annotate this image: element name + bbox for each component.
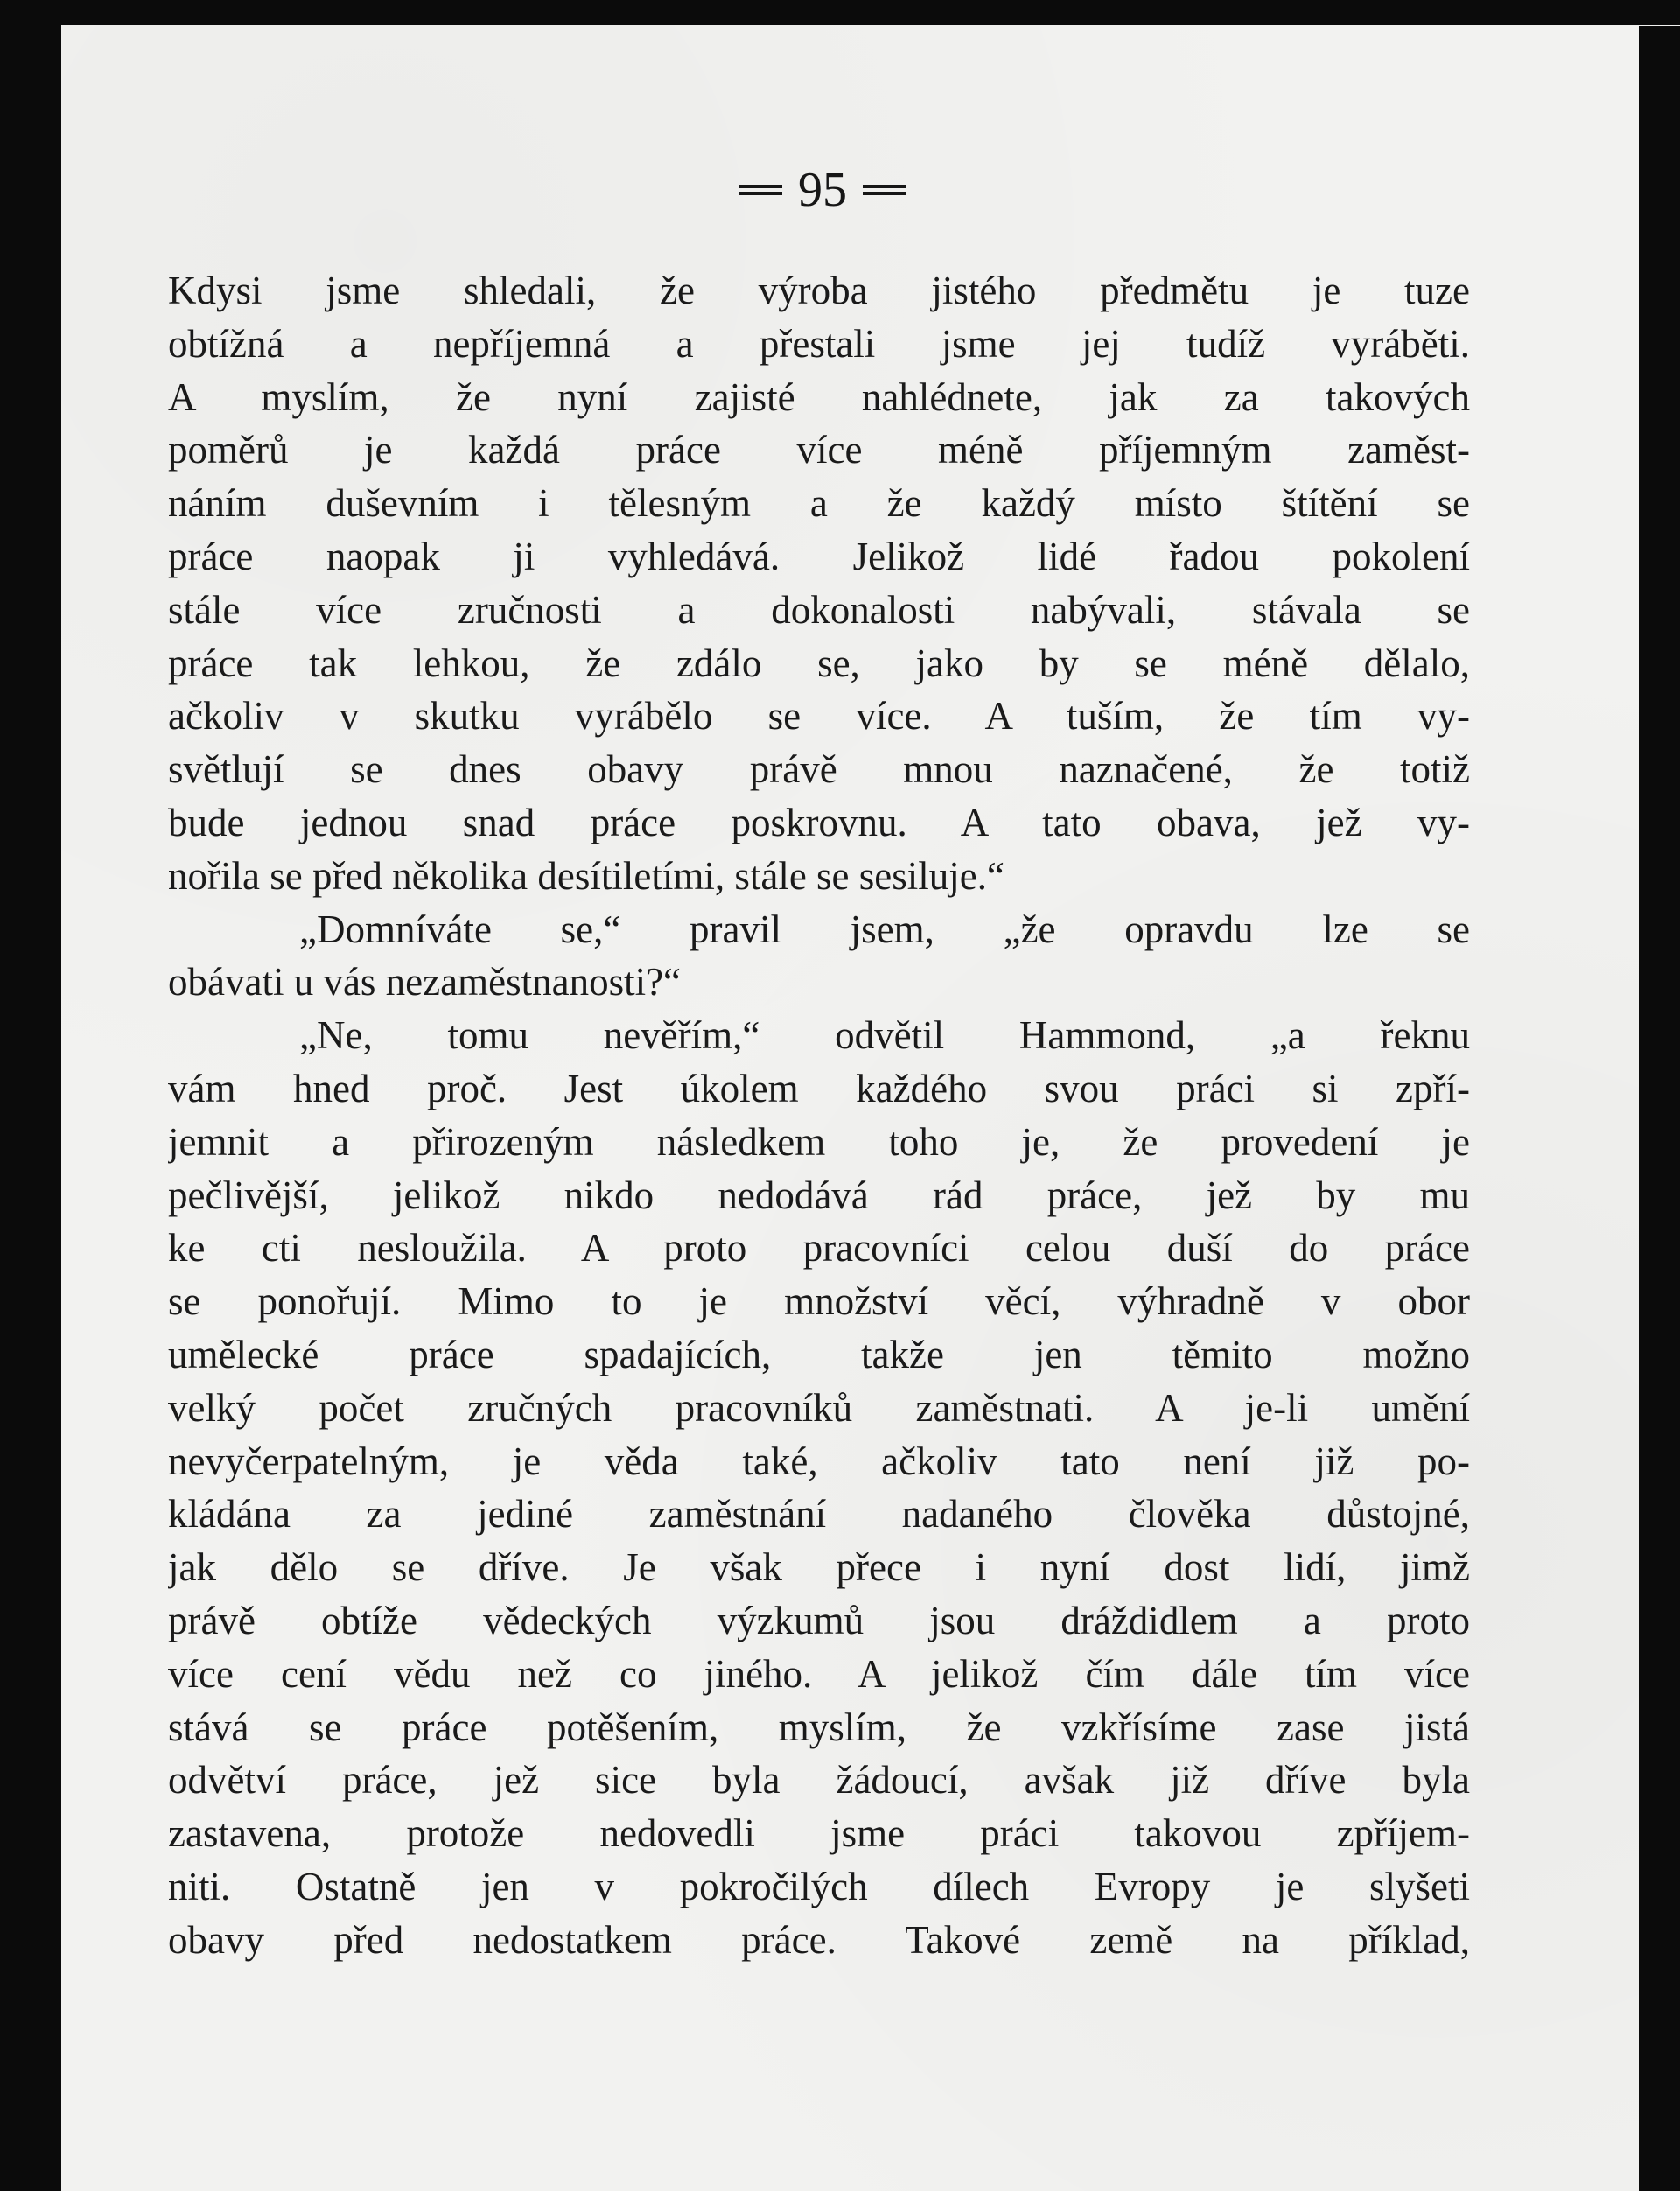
text-line: obavy před nedostatkem práce. Takové země na příklad,: [168, 1917, 1470, 1962]
text-line: umělecké práce spadajících, takže jen těmito možno: [168, 1332, 1470, 1376]
text-line: stává se práce potěšením, myslím, že vzkřísíme zase jistá: [168, 1704, 1470, 1749]
text-line: nořila se před několika desítiletími, stále se sesiluje.“: [168, 853, 1004, 898]
text-line: odvětví práce, jež sice byla žádoucí, avšak již dříve byla: [168, 1758, 1470, 1802]
header-ornament-left: [738, 185, 782, 195]
text-line: práce naopak ji vyhledává. Jelikož lidé řadou pokolení: [168, 534, 1470, 578]
text-line: jemnit a přirozeným následkem toho je, že provedení je: [168, 1119, 1470, 1164]
scan-edge-shadow: [1639, 26, 1680, 2191]
text-line: vám hned proč. Jest úkolem každého svou práci si zpří-: [168, 1066, 1470, 1110]
text-line: „Domníváte se,“ pravil jsem, „že opravdu lze se: [299, 906, 1470, 951]
text-line: jak dělo se dříve. Je však přece i nyní dost lidí, jimž: [168, 1545, 1470, 1590]
text-line: právě obtíže vědeckých výzkumů jsou dráždidlem a proto: [168, 1598, 1470, 1642]
text-line: se ponořují. Mimo to je množství věcí, výhradně v obor: [168, 1279, 1470, 1324]
text-line: Kdysi jsme shledali, že výroba jistého předmětu je tuze: [168, 269, 1470, 312]
text-line: náním duševním i tělesným a že každý místo štítění se: [168, 481, 1470, 526]
text-line: poměrů je každá práce více méně příjemným zaměst-: [168, 428, 1470, 472]
text-line: A myslím, že nyní zajisté nahlédnete, jak za takových: [168, 374, 1470, 419]
page-header: [612, 150, 1032, 229]
text-line: ačkoliv v skutku vyrábělo se více. A tuším, že tím vy-: [168, 694, 1470, 738]
text-line: obtížná a nepříjemná a přestali jsme jej tudíž vyráběti.: [168, 321, 1470, 366]
text-line: světlují se dnes obavy právě mnou naznačené, že totiž: [168, 747, 1470, 792]
text-line: „Ne, tomu nevěřím,“ odvětil Hammond, „a řeknu: [299, 1013, 1470, 1058]
header-ornament-right: [863, 185, 906, 195]
page-number: 95: [798, 163, 847, 217]
text-line: ke cti nesloužila. A proto pracovníci celou duší do práce: [168, 1226, 1470, 1270]
text-line: pečlivější, jelikož nikdo nedodává rád práce, jež by mu: [168, 1172, 1470, 1217]
body-text: [168, 264, 1470, 1967]
text-line: nevyčerpatelným, je věda také, ačkoliv tato není již po-: [168, 1438, 1470, 1483]
text-line: zastavena, protože nedovedli jsme práci takovou zpříjem-: [168, 1811, 1470, 1856]
text-line: kládána za jediné zaměstnání nadaného člověka důstojné,: [168, 1492, 1470, 1536]
text-line: obávati u vás nezaměstnanosti?“: [168, 960, 682, 1004]
text-line: velký počet zručných pracovníků zaměstnati. A je-li umění: [168, 1385, 1470, 1430]
text-line: bude jednou snad práce poskrovnu. A tato obava, jež vy-: [168, 800, 1470, 844]
text-line: práce tak lehkou, že zdálo se, jako by se méně dělalo,: [168, 640, 1470, 685]
text-line: stále více zručnosti a dokonalosti nabývali, stávala se: [168, 587, 1470, 632]
text-line: niti. Ostatně jen v pokročilých dílech Evropy je slyšeti: [168, 1864, 1470, 1908]
text-line: více cení vědu než co jiného. A jelikož čím dále tím více: [168, 1651, 1470, 1696]
